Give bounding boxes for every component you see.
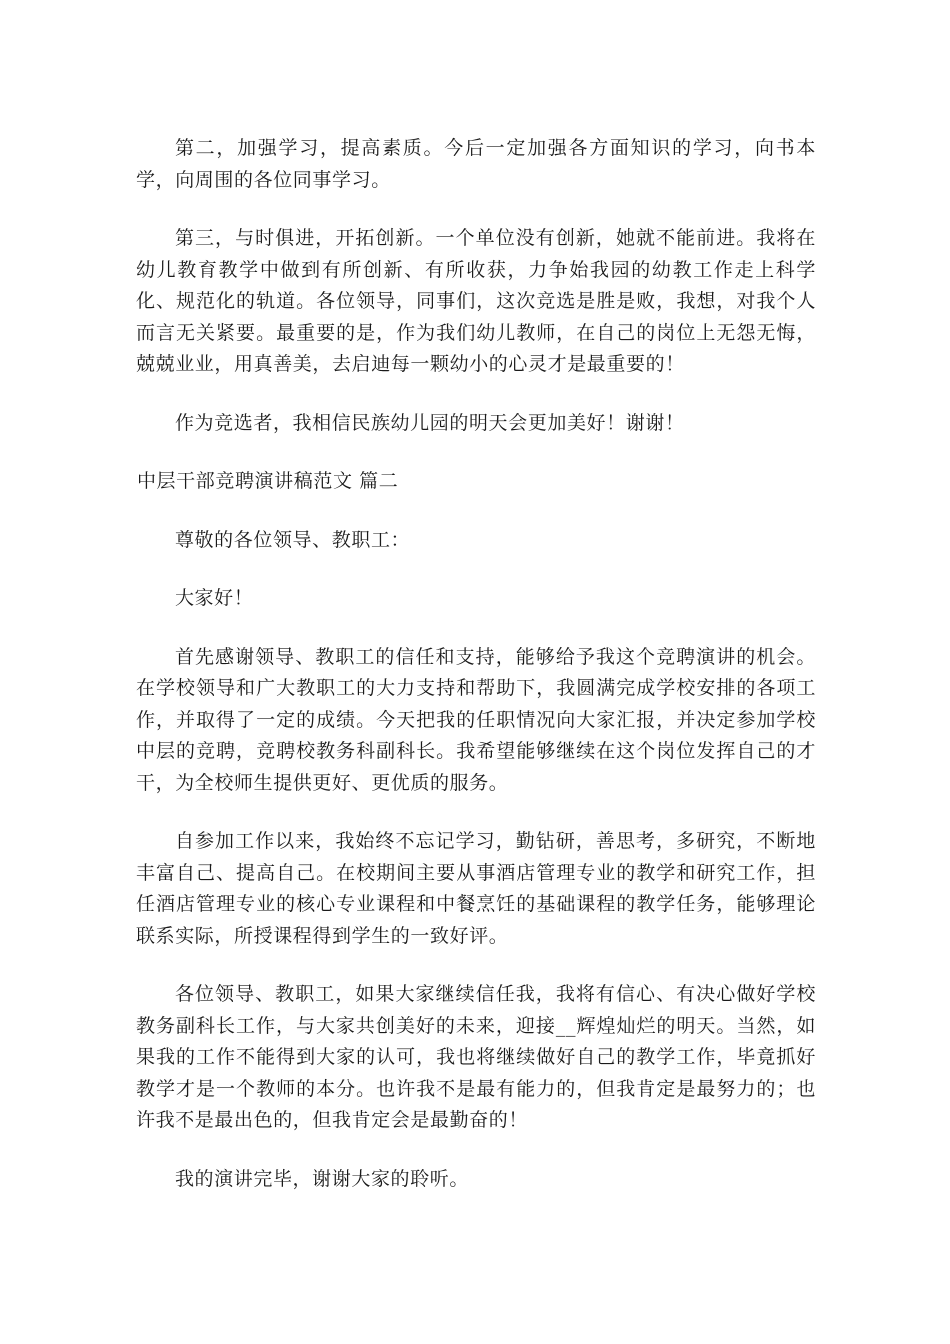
section-heading: 中层干部竞聘演讲稿范文 篇二: [136, 470, 399, 492]
paragraph-closing-first: 作为竞选者，我相信民族幼儿园的明天会更加美好！谢谢！: [174, 411, 685, 434]
paragraph-ending: 我的演讲完毕，谢谢大家的聆听。: [174, 1167, 469, 1190]
paragraph-study: 第二，加强学习，提高素质。今后一定加强各方面知识的学习，向书本学，向周围的各位同事学习。: [136, 137, 816, 191]
paragraph-commitment: 各位领导、教职工，如果大家继续信任我，我将有信心、有决心做好学校教务副科长工作，与大家共创美好的未来，迎接__辉煌灿烂的明天。当然，如果我的工作不能得到大家的认可，我也将继续做好自己的教学工作，毕竟抓好教学才是一个教师的本分。也许我不是最有能力的，但我肯定是最努力的；也许我不是最出色的，但我肯定会是最勤奋的！: [136, 983, 816, 1131]
paragraph-greeting: 大家好！: [174, 587, 254, 609]
paragraph-innovation: 第三，与时俱进，开拓创新。一个单位没有创新，她就不能前进。我将在幼儿教育教学中做到有所创新、有所收获，力争始我园的幼教工作走上科学化、规范化的轨道。各位领导，同事们，这次竞选是胜是败，我想，对我个人而言无关紧要。最重要的是，作为我们幼儿教师，在自己的岗位上无怨无悔，兢兢业业，用真善美，去启迪每一颗幼小的心灵才是最重要的！: [136, 227, 816, 375]
paragraph-salutation: 尊敬的各位领导、教职工：: [174, 528, 411, 551]
paragraph-thanks: 首先感谢领导、教职工的信任和支持，能够给予我这个竞聘演讲的机会。在学校领导和广大教职工的大力支持和帮助下，我圆满完成学校安排的各项工作，并取得了一定的成绩。今天把我的任职情况向大家汇报，并决定参加学校中层的竞聘，竞聘校教务科副科长。我希望能够继续在这个岗位发挥自己的才干，为全校师生提供更好、更优质的服务。: [136, 645, 816, 794]
paragraph-experience: 自参加工作以来，我始终不忘记学习，勤钻研，善思考，多研究，不断地丰富自己、提高自己。在校期间主要从事酒店管理专业的教学和研究工作，担任酒店管理专业的核心专业课程和中餐烹饪的基础课程的教学任务，能够理论联系实际，所授课程得到学生的一致好评。: [136, 830, 816, 947]
document-body: [136, 133, 816, 1222]
